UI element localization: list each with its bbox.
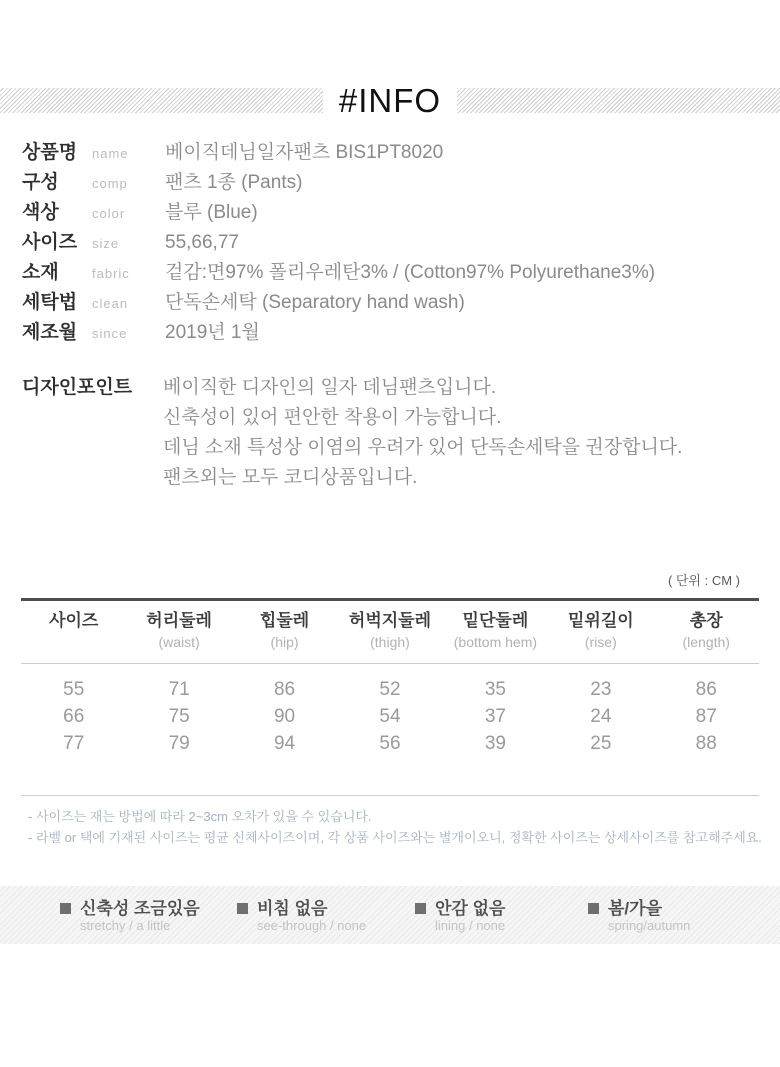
square-bullet-icon [415,903,426,914]
column-label: 사이즈 [49,611,99,630]
column-sublabel: (thigh) [370,634,410,650]
info-value: 단독손세탁 (Separatory hand wash) [165,292,465,313]
cell: 75 [168,706,190,727]
column-label: 밑위길이 [567,611,634,630]
info-sublabel: clean [92,296,129,311]
info-row-fabric [22,257,780,287]
cell: 35 [484,679,506,700]
cell: 86 [695,679,717,700]
column-label: 밑단둘레 [462,611,529,630]
feature-text [80,899,200,933]
column-length [654,611,759,651]
info-sublabel: fabric [92,266,130,281]
square-bullet-icon [237,903,248,914]
design-point-text [163,373,682,493]
size-unit-label: ( 단위 : CM ) [667,573,740,588]
feature-label: 신축성 조금있음 [80,899,200,918]
info-label: 제조월 [22,322,78,343]
feature-sublabel: see-through / none [257,918,367,933]
info-label: 사이즈 [22,232,78,253]
info-value: 블루 (Blue) [165,202,258,223]
size-table [21,598,759,796]
column-thigh [337,611,442,651]
info-sublabel: comp [92,176,128,191]
cell: 55 [63,679,85,700]
info-label: 구성 [22,172,59,193]
design-point-line: 신축성이 있어 편안한 착용이 가능합니다. [163,407,502,428]
info-label: 소재 [22,262,59,283]
column-label: 힙둘레 [259,611,310,630]
cell: 90 [273,706,296,727]
size-note-line: - 라벨 or 택에 기재된 사이즈는 평균 신체사이즈이며, 각 상품 사이즈와는 별개이오니, 정확한 사이즈는 상세사이즈를 참고해주세요. [28,830,762,845]
feature-sublabel: stretchy / a little [80,918,171,933]
feature-bar [0,886,780,944]
cell: 66 [63,706,85,727]
feature-text [608,899,690,933]
feature-sublabel: lining / none [435,918,506,933]
square-bullet-icon [60,903,71,914]
feature-see-through [237,899,366,933]
info-row-clean [22,287,780,317]
info-value: 2019년 1월 [165,322,260,343]
info-value: 팬츠 1종 (Pants) [165,172,303,193]
info-row-comp [22,167,780,197]
design-point-section [22,373,780,493]
info-sublabel: size [92,236,120,251]
info-sublabel: since [92,326,128,341]
info-sublabel: name [92,146,129,161]
cell: 87 [695,706,717,727]
design-point-line: 데님 소재 특성상 이염의 우려가 있어 단독손세탁을 권장합니다. [163,437,683,458]
column-label: 총장 [689,611,723,630]
cell: 54 [379,706,401,727]
page-title: #INFO [323,81,457,121]
info-sublabel: color [92,206,126,221]
cell: 39 [484,733,506,754]
cell: 25 [590,733,612,754]
column-waist [126,611,231,651]
column-sublabel: (bottom hem) [453,634,538,650]
column-sublabel: (rise) [584,634,617,650]
design-point-line: 베이직한 디자인의 일자 데님팬츠입니다. [163,377,497,398]
column-rise [548,611,653,651]
info-row-since [22,317,780,347]
feature-text [435,899,505,933]
design-point-label: 디자인포인트 [22,377,133,398]
info-value: 겉감:면97% 폴리우레탄3% / (Cotton97% Polyurethane3%) [165,262,656,283]
cell: 77 [63,733,85,754]
table-row-55 [21,676,759,703]
feature-label: 비침 없음 [257,899,328,918]
cell: 52 [379,679,401,700]
column-sublabel: (hip) [270,634,299,650]
info-row-color [22,197,780,227]
cell: 37 [484,706,506,727]
column-bottom-hem [443,611,548,651]
column-size [21,611,126,651]
square-bullet-icon [588,903,599,914]
feature-lining [415,899,505,933]
info-title-band [0,81,780,119]
cell: 86 [273,679,296,700]
info-value: 베이직데님일자팬츠 BIS1PT8020 [165,142,444,163]
column-hip [232,611,337,651]
product-info-section [22,137,780,347]
feature-text [257,899,366,933]
cell: 94 [273,733,296,754]
feature-label: 봄/가을 [608,899,662,918]
feature-season [588,899,690,933]
info-value: 55,66,77 [165,232,239,253]
table-row-66 [21,703,759,730]
cell: 24 [590,706,612,727]
cell: 71 [168,679,190,700]
design-point-line: 팬츠외는 모두 코디상품입니다. [163,467,418,488]
column-sublabel: (waist) [158,634,200,650]
size-table-header [21,601,759,664]
cell: 79 [168,733,190,754]
info-row-name [22,137,780,167]
size-table-body [21,664,759,796]
table-row-77 [21,730,759,757]
size-note-line: - 사이즈는 재는 방법에 따라 2~3cm 오차가 있을 수 있습니다. [28,809,372,824]
feature-stretch [60,899,200,933]
info-label: 색상 [22,202,59,223]
info-label: 세탁법 [22,292,78,313]
column-sublabel: (length) [682,634,730,650]
size-notes [28,806,780,848]
feature-sublabel: spring/autumn [608,918,691,933]
feature-label: 안감 없음 [435,899,506,918]
column-label: 허벅지둘레 [348,611,432,630]
cell: 23 [590,679,612,700]
info-label: 상품명 [22,142,78,163]
cell: 56 [379,733,401,754]
info-row-size [22,227,780,257]
cell: 88 [695,733,717,754]
column-label: 허리둘레 [146,611,212,630]
